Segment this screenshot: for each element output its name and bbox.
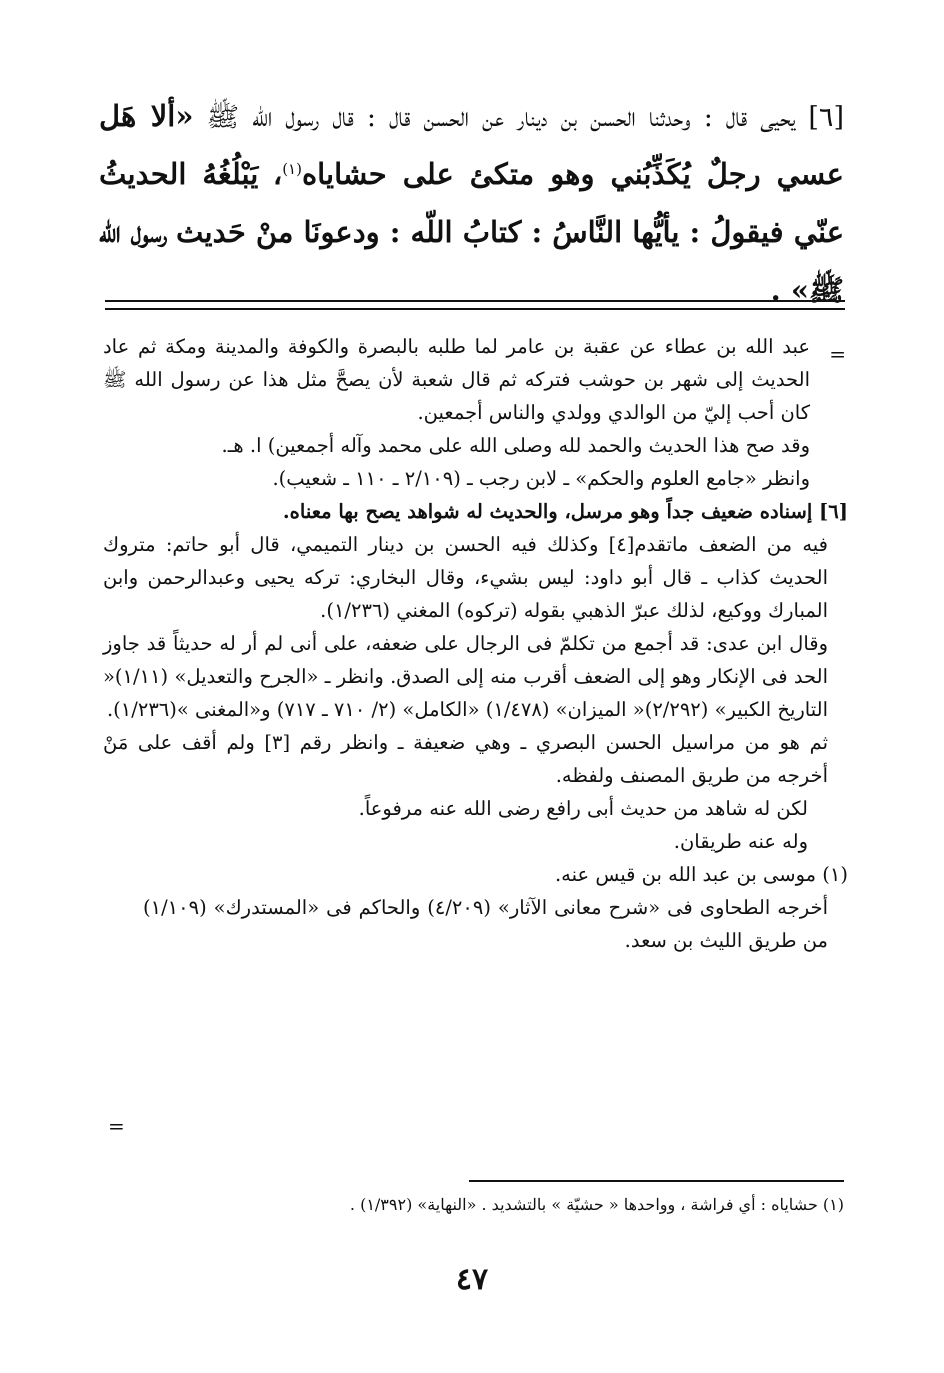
commentary-paragraph: عبد الله بن عطاء عن عقبة بن عامر لما طلبه بالبصرة والكوفة والمدينة ومكة ثم عاد الحديث إلى شهر بن حوشب فتركه ثم قال شعبة لأن يصحَّ مثل هذا عن رسول الله ﷺ كان أحب إليّ من الوالدي وولدي والناس أجمعين. bbox=[103, 335, 810, 424]
page-number: ٤٧ bbox=[455, 1262, 489, 1297]
hadith-grading-heading: [٦] إسناده ضعيف جداً وهو مرسل، والحديث له شواهد يصح بها معناه. bbox=[282, 500, 848, 523]
commentary-paragraph: وقد صح هذا الحديث والحمد لله وصلى الله على محمد وآله أجمعين) ا. هـ. bbox=[221, 434, 810, 457]
commentary-paragraph: فيه من الضعف ماتقدم[٤] وكذلك فيه الحسن بن دينار التميمي، قال أبو حاتم: متروك الحديث كذاب ـ قال أبو داود: ليس بشيء، وقال البخاري: تركه يحيى وعبدالرحمن وابن المبارك ووكيع، لذلك عبرّ الذهبي بقوله (تركوه) المغني (١/٢٣٦). bbox=[103, 533, 828, 622]
commentary-paragraph: وانظر «جامع العلوم والحكم» ـ لابن رجب ـ (٢/١٠٩ ـ ١١٠ ـ شعيب). bbox=[272, 467, 810, 490]
commentary-paragraph: لكن له شاهد من حديث أبى رافع رضى الله عنه مرفوعاً. bbox=[358, 797, 808, 820]
commentary bbox=[103, 330, 848, 957]
footnote-marker[interactable]: (١) bbox=[282, 160, 302, 178]
section-divider bbox=[105, 300, 845, 310]
commentary-paragraph: أخرجه الطحاوى فى «شرح معانى الآثار» (٤/٢٠٩) والحاكم فى «المستدرك» (١/١٠٩) من طريق الليث بن سعد. bbox=[143, 896, 828, 952]
hadith-line-2-start: رسول الله ﷺ bbox=[193, 102, 320, 133]
hadith-quote-middle: يَبْلُغُهُ الحديثُ عنّي فيقولُ : يأيُّها النَّاسُ : كتابُ اللّه : ودعونَا منْ حَديث bbox=[99, 157, 844, 249]
continuation-mark-top: = bbox=[829, 342, 846, 366]
hadith-text bbox=[99, 88, 844, 320]
commentary-paragraph: ثم هو من مراسيل الحسن البصري ـ وهي ضعيفة ـ وانظر رقم [٣] ولم أقف على مَنْ أخرجه من طريق المصنف ولفظه. bbox=[103, 731, 829, 787]
chain-item: (١) موسى بن عبد الله بن قيس عنه. bbox=[554, 863, 848, 886]
hadith-quote-start: «ألا هَل عسي رجلٌ يُكَذِّبُني وهو متكئ على حشاياه bbox=[99, 99, 844, 191]
footnote: (١) حشاياه : أي فراشة ، وواحدها « حشيّة » بالتشديد . «النهاية» (١/٣٩٢) . bbox=[349, 1195, 844, 1214]
continuation-mark-bottom: = bbox=[108, 1114, 125, 1138]
hadith-comma: ، bbox=[272, 157, 283, 191]
hadith-line-1: [٦] يحيى قال : وحدثنا الحسن بن دينار عن الحسن قال : قال bbox=[332, 102, 844, 133]
commentary-paragraph: وقال ابن عدى: قد أجمع من تكلمّ فى الرجال على ضعفه، على أنى لم أر له حديثاً قد جاوز الحد فى الإنكار وهو إلى الضعف أقرب منه إلى الصدق. وانظر ـ «الجرح والتعديل» (١/١١)« التاريخ الكبير» (٢/٢٩٢)« الميزان» (١/٤٧٨) «الكامل» (٢/ ٧١٠ ـ ٧١٧) و«المغنى »(١/٢٣٦). bbox=[103, 632, 828, 721]
hadith-quote-end: رسول الله ﷺ» . bbox=[99, 215, 844, 307]
commentary-paragraph: وله عنه طريقان. bbox=[673, 830, 808, 853]
footnote-divider bbox=[469, 1180, 844, 1182]
